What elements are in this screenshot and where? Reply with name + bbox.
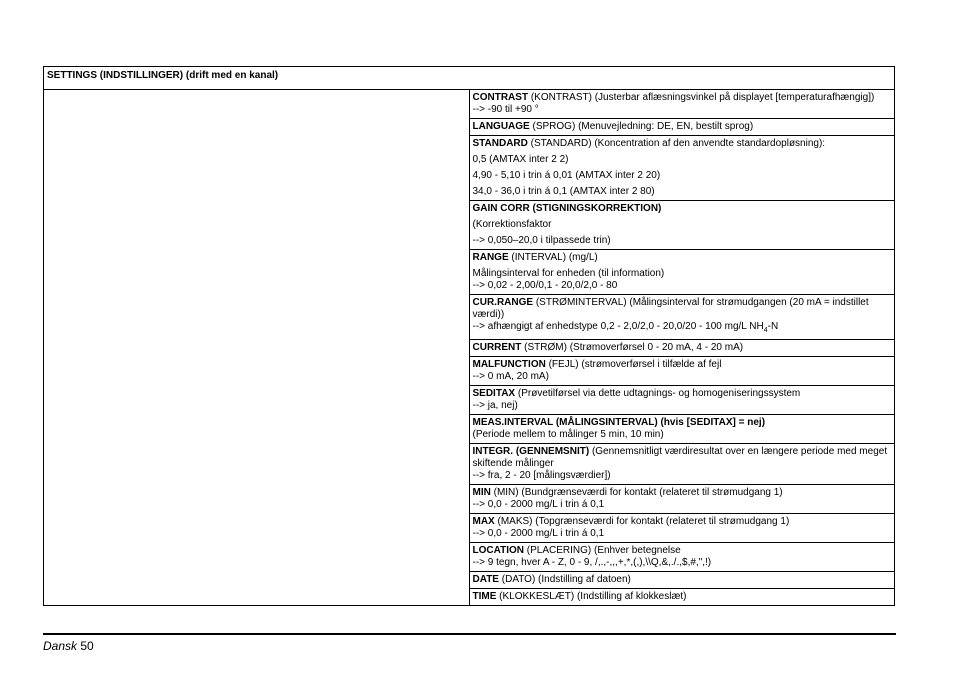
setting-integr	[469, 444, 895, 485]
setting-date	[469, 572, 895, 589]
setting-desc: (KLOKKESLÆT) (Indstilling af klokkeslæt)	[496, 591, 687, 602]
setting-desc: (STANDARD) (Koncentration af den anvendte standardopløsning):	[527, 138, 826, 149]
setting-key: LANGUAGE	[472, 121, 530, 132]
table-row	[44, 90, 895, 119]
setting-key: CONTRAST	[472, 92, 529, 103]
setting-key: SEDITAX	[472, 388, 516, 399]
setting-line: 34,0 - 36,0 i trin á 0,1 (AMTAX inter 2 80)	[472, 186, 655, 197]
setting-line: 4,90 - 5,10 i trin á 0,01 (AMTAX inter 2 20)	[472, 170, 661, 181]
setting-line: Målingsinterval for enheden (til information)	[472, 268, 665, 279]
page-number: 50	[80, 639, 94, 653]
empty-left-column	[44, 90, 470, 606]
settings-table	[43, 66, 895, 606]
setting-desc: (SPROG) (Menuvejledning: DE, EN, bestilt sprog)	[529, 121, 754, 132]
setting-desc: (STRØM) (Strømoverførsel 0 - 20 mA, 4 - 20 mA)	[521, 342, 744, 353]
setting-desc: (MAKS) (Topgrænseværdi for kontakt (relateret til strømudgang 1)	[494, 516, 790, 527]
setting-line: (Korrektionsfaktor	[472, 219, 552, 230]
setting-key: TIME	[472, 591, 497, 602]
setting-desc: (STRØMINTERVAL) (Målingsinterval for strømudgangen (20 mA = indstillet værdi))	[472, 297, 869, 320]
setting-key: DATE	[472, 574, 499, 585]
setting-desc: (Gennemsnitligt værdiresultat over en længere periode med meget skiftende målinger	[472, 446, 888, 469]
table-header: SETTINGS (INDSTILLINGER) (drift med en kanal)	[44, 67, 895, 90]
setting-desc: (KONTRAST) (Justerbar aflæsningsvinkel på displayet [temperaturafhængig])	[528, 92, 875, 103]
setting-time	[469, 589, 895, 606]
setting-key: CUR.RANGE	[472, 297, 534, 308]
setting-desc: (PLACERING) (Enhver betegnelse	[523, 545, 681, 556]
footer-language: Dansk	[43, 639, 78, 653]
setting-line: --> 9 tegn, hver A - Z, 0 - 9, /,.,-,,,+,*,(,),\\Q,&,./.,$,#,",!)	[472, 557, 712, 568]
cur-range-text: --> afhængigt af enhedstype 0,2 - 2,0/2,0 - 20,0/20 - 100 mg/L NH	[472, 321, 764, 332]
setting-line: --> 0,050–20,0 i tilpassede trin)	[472, 235, 611, 246]
setting-key: MIN	[472, 487, 491, 498]
setting-key: CURRENT	[472, 342, 522, 353]
setting-desc: (MIN) (Bundgrænseværdi for kontakt (relateret til strømudgang 1)	[490, 487, 783, 498]
setting-malfunction	[469, 357, 895, 386]
setting-range	[469, 250, 895, 295]
setting-meas-interval	[469, 415, 895, 444]
setting-key: STANDARD	[472, 138, 528, 149]
setting-line: (Periode mellem to målinger 5 min, 10 min)	[472, 429, 664, 440]
setting-line	[473, 321, 892, 337]
setting-line: --> 0,0 - 2000 mg/L i trin á 0,1	[472, 499, 605, 510]
subscript: 4	[763, 327, 768, 334]
setting-key: RANGE	[472, 252, 509, 263]
setting-current	[469, 340, 895, 357]
setting-key: MEAS.INTERVAL (MÅLINGSINTERVAL) (hvis [SEDITAX] = nej)	[472, 417, 766, 428]
footer-rule	[43, 633, 896, 635]
setting-desc: (DATO) (Indstilling af datoen)	[498, 574, 631, 585]
page-footer	[43, 639, 94, 653]
setting-line: --> 0,02 - 2,00/0,1 - 20,0/2,0 - 80	[472, 280, 618, 291]
setting-contrast	[469, 90, 895, 119]
setting-key: MALFUNCTION	[472, 359, 546, 370]
setting-desc: (INTERVAL) (mg/L)	[508, 252, 598, 263]
setting-key: GAIN CORR (STIGNINGSKORREKTION)	[472, 203, 662, 214]
setting-line: --> 0,0 - 2000 mg/L i trin á 0,1	[472, 528, 605, 539]
setting-line: --> ja, nej)	[472, 400, 518, 411]
setting-max	[469, 514, 895, 543]
setting-location	[469, 543, 895, 572]
setting-standard	[469, 136, 895, 201]
setting-cur-range	[469, 295, 895, 340]
setting-line: 0,5 (AMTAX inter 2 2)	[472, 154, 569, 165]
setting-language	[469, 119, 895, 136]
setting-desc: (Prøvetilførsel via dette udtagnings- og homogeniseringssystem	[515, 388, 801, 399]
setting-gain-corr	[469, 201, 895, 250]
setting-line: --> fra, 2 - 20 [målingsværdier])	[472, 470, 611, 481]
setting-seditax	[469, 386, 895, 415]
table-header-row	[44, 67, 895, 90]
setting-key: INTEGR. (GENNEMSNIT)	[472, 446, 590, 457]
cur-range-suffix: -N	[767, 321, 779, 332]
setting-line: --> 0 mA, 20 mA)	[472, 371, 549, 382]
setting-line: --> -90 til +90 °	[472, 104, 539, 115]
setting-key: LOCATION	[472, 545, 524, 556]
setting-desc: (FEJL) (strømoverførsel i tilfælde af fejl	[545, 359, 722, 370]
setting-key: MAX	[472, 516, 495, 527]
setting-min	[469, 485, 895, 514]
